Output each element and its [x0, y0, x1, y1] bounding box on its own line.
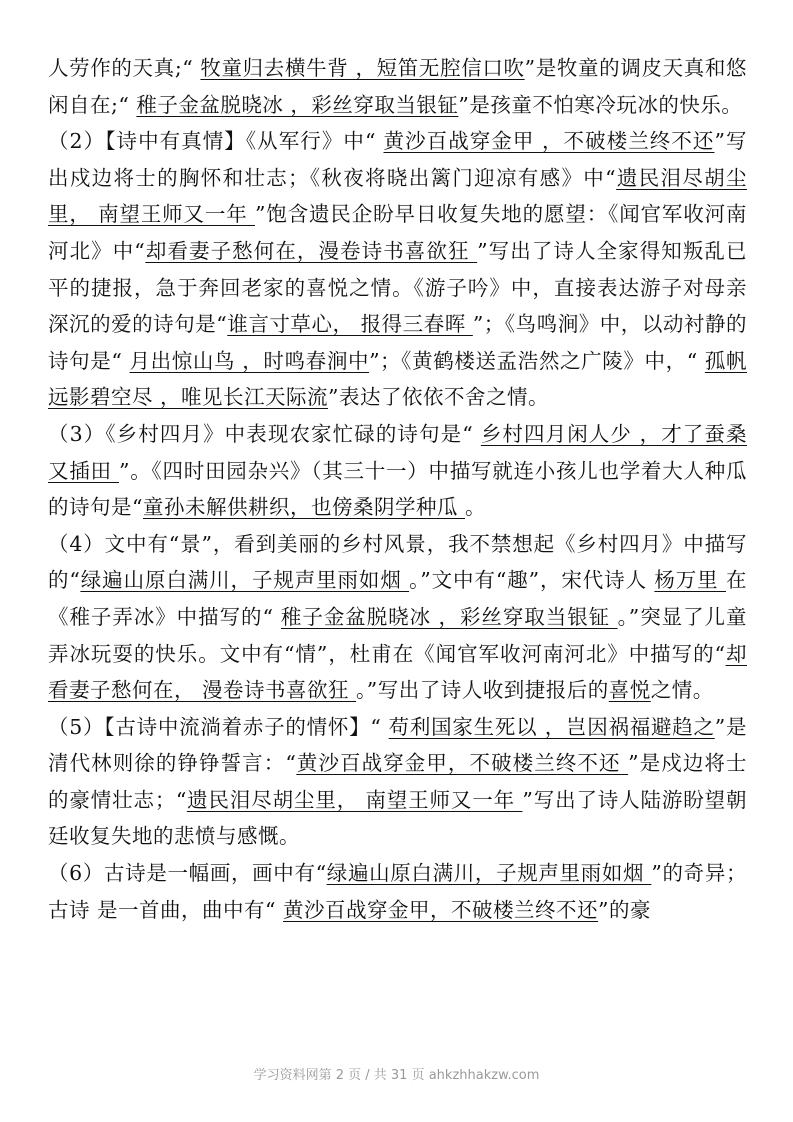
paragraph-text: ”是孩童不怕寒冷玩冰的快乐。 — [458, 92, 743, 117]
paragraph-text: ”写出了诗人全家得知叛乱已平的捷报，急于奔回老家的喜悦之情。《游子吟》中，直接表达游子对母亲深沉的爱的诗句是“ — [48, 238, 748, 337]
paragraph-text: ”表达了依依不舍之情。 — [328, 385, 549, 410]
paragraph-text: ”是清代林则徐的铮铮誓言：“ — [48, 714, 748, 776]
paragraph-text: （5）【古诗中流淌着赤子的情怀】“ — [48, 714, 389, 739]
paragraph-text: 。”写出了诗人收到捷报后的 — [356, 678, 609, 703]
paragraph-text: 。 — [465, 495, 486, 520]
answer-blank: 谁言寸草心， 报得三春晖 — [227, 312, 473, 337]
paragraph — [48, 709, 747, 855]
paragraph — [48, 123, 747, 416]
paragraph — [48, 526, 747, 709]
answer-blank: 童孙未解供耕织，也傍桑阴学种瓜 — [142, 495, 465, 520]
paragraph-text: （2）【诗中有真情】《从军行》中“ — [48, 129, 384, 154]
paragraph-text: ”饱含遗民企盼早日收复失地的愿望：《闻官军收河南河北》中“ — [48, 202, 747, 263]
answer-blank: 苟利国家生死以 ，岂因祸福避趋之 — [388, 714, 715, 739]
answer-blank: 乡村四月闲人少 ，才了蚕桑又插田 — [48, 421, 748, 483]
paragraph-text: 。”文中有“趣”，宋代诗人 — [409, 568, 655, 593]
paragraph-text: （3）《乡村四月》中表现农家忙碌的诗句是“ — [48, 421, 481, 446]
paragraph-text: （4）文中有“景”，看到美丽的乡村风景，我不禁想起《乡村四月》中描写的“ — [48, 531, 747, 593]
paragraph-text: ”写出了诗人陆游盼望朝廷收复失地的悲愤与感慨。 — [48, 787, 747, 849]
answer-blank: 稚子金盆脱晓冰 ，彩丝穿取当银钲 — [136, 92, 459, 117]
paragraph-text: （6）古诗是一幅画，画中有“ — [48, 861, 327, 886]
answer-blank: 却看妻子愁何在， 漫卷诗书喜欲狂 — [48, 641, 747, 703]
answer-blank: 杨万里 — [654, 568, 726, 593]
paragraph-text: ”是戍边将士的豪情壮志；“ — [48, 751, 748, 812]
answer-blank: 却看妻子愁何在，漫卷诗书喜欲狂 — [145, 238, 478, 263]
answer-blank: 月出惊山鸟 ，时鸣春涧中 — [129, 348, 370, 373]
answer-blank: 黄沙百战穿金甲，不破楼兰终不还 — [296, 751, 629, 776]
answer-blank: 黄沙百战穿金甲 ，不破楼兰终不还 — [383, 129, 715, 154]
page-footer: 学习资料网第 2 页 / 共 31 页 ahkzhhakzw.com — [253, 1068, 540, 1083]
paragraph-text: ”写出戍边将士的胸怀和壮志；《秋夜将晓出篱门迎凉有感》中“ — [48, 129, 747, 190]
paragraph-text: ”的豪 — [598, 897, 651, 922]
answer-blank: 孤帆远影碧空尽 ，唯见长江天际流 — [48, 348, 747, 410]
paragraph-text: ”；《鸟鸣涧》中，以动衬静的诗句是“ — [48, 312, 747, 373]
answer-blank: 稚子金盆脱晓冰 ，彩丝穿取当银钲 — [280, 604, 618, 629]
answer-blank: 黄沙百战穿金甲，不破楼兰终不还 — [283, 897, 599, 922]
document-body — [48, 50, 747, 928]
paragraph — [48, 50, 747, 123]
paragraph-text: 之情。 — [650, 678, 714, 703]
paragraph-text: 在《稚子弄冰》中描写的“ — [48, 568, 747, 629]
answer-blank: 遗民泪尽胡尘里， 南望王师又一年 — [186, 787, 523, 812]
answer-blank: 遗民泪尽胡尘里， 南望王师又一年 — [48, 165, 748, 227]
paragraph — [48, 416, 747, 526]
answer-blank: 绿遍山原白满川，子规声里雨如烟 — [80, 568, 410, 593]
paragraph-text: ”。《四时田园杂兴》（其三十一）中描写就连小孩儿也学着大人种瓜的诗句是“ — [48, 458, 747, 520]
paragraph-text: 。”突显了儿童弄冰玩耍的快乐。文中有“情”，杜甫在《闻官军收河南河北》中描写的“ — [48, 604, 747, 666]
paragraph-text: ”的奇异；古诗 是一首曲，曲中有“ — [48, 861, 747, 922]
answer-blank: 喜悦 — [608, 678, 651, 703]
answer-blank: 绿遍山原白满川，子规声里雨如烟 — [326, 861, 652, 886]
paragraph-text: ”；《黄鹤楼送孟浩然之广陵》中，“ — [369, 348, 705, 373]
paragraph-text: 人劳作的天真;“ — [48, 56, 201, 80]
paragraph-text: ”是牧童的调皮天真和悠闲自在;“ — [48, 56, 748, 117]
answer-blank: 牧童归去横牛背 ，短笛无腔信口吹 — [200, 56, 525, 80]
paragraph — [48, 855, 747, 928]
